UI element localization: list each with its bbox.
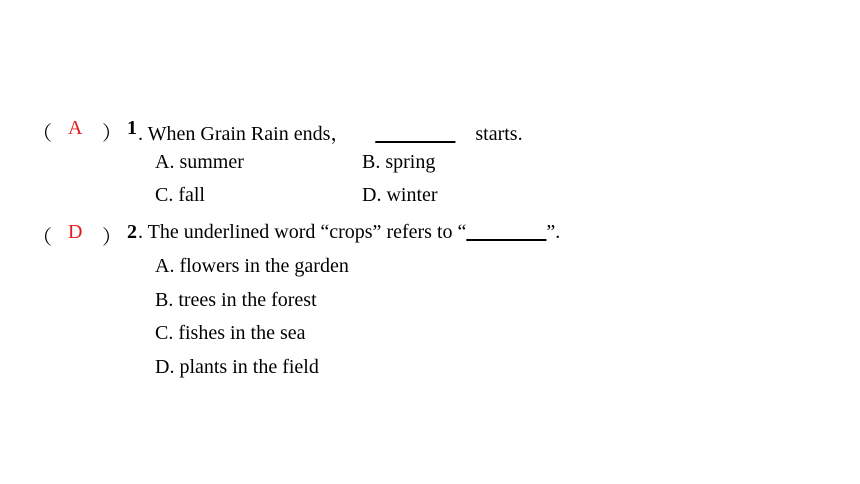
- answer-blank: ________: [466, 221, 547, 243]
- option-a: A. flowers in the garden: [155, 255, 349, 277]
- option-d: D. plants in the field: [155, 356, 319, 378]
- question-number-1: 1: [127, 117, 137, 139]
- open-paren: （: [32, 123, 52, 145]
- stem-text-after: starts.: [475, 123, 523, 145]
- question-number-2: 2: [127, 221, 137, 243]
- question-stem-1: [138, 117, 523, 146]
- open-paren: （: [32, 227, 52, 249]
- stem-text-after: ”.: [546, 221, 561, 243]
- option-c: C. fall: [155, 184, 205, 206]
- option-b: B. trees in the forest: [155, 289, 317, 311]
- close-paren: ）: [102, 227, 122, 249]
- option-c: C. fishes in the sea: [155, 322, 306, 344]
- option-a: A. summer: [155, 151, 244, 173]
- question-stem-2: [138, 221, 560, 244]
- option-d: D. winter: [362, 184, 438, 206]
- answer-2: D: [68, 221, 83, 243]
- stem-text-before: . When Grain Rain ends，: [138, 123, 351, 145]
- answer-1: A: [68, 117, 83, 139]
- option-b: B. spring: [362, 151, 436, 173]
- stem-text-before: . The underlined word “crops” refers to “: [138, 221, 467, 243]
- close-paren: ）: [102, 123, 122, 145]
- answer-blank: ________: [375, 123, 456, 145]
